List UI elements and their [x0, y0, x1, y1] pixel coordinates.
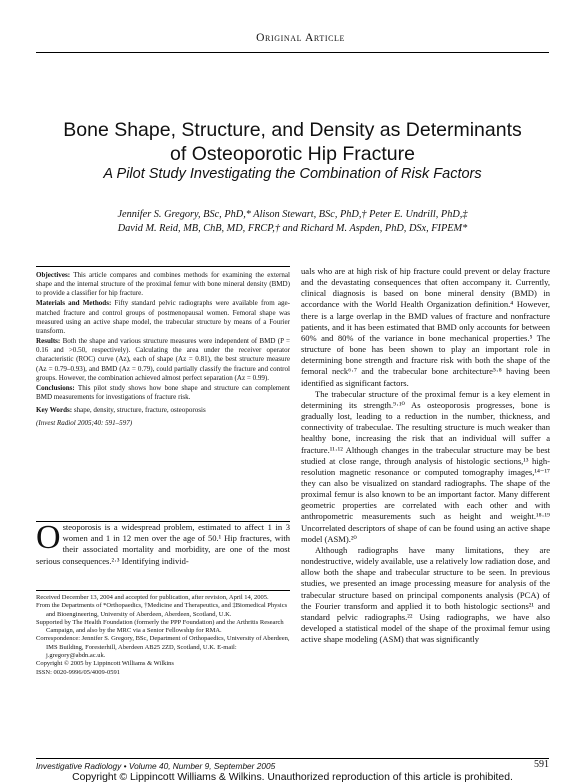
drop-cap: O [36, 519, 61, 556]
intro-text: steoporosis is a widespread problem, estimated to affect 1 in 3 women and 1 in 12 men over the age of 50.¹ Hip fractures, with their associated mortality and morbidity, are one of the most serious consequences.²·³ Identifying individ- [36, 522, 290, 566]
footer-rule [36, 758, 549, 759]
section-label: Original Article [256, 32, 345, 44]
footnote-received: Received December 13, 2004 and accepted for publication, after revision, April 14, 2005. [36, 594, 269, 601]
methods-label: Materials and Methods: [36, 299, 112, 308]
conclusions-text: This pilot study shows how bone shape and structure can complement BMD measurements for investigations of fracture risk. [36, 383, 290, 402]
footnote-correspondence: Correspondence: Jennifer S. Gregory, BSc, Department of Orthopaedics, University of Aberdeen, IMS Building, Foresterhill, Aberdeen AB25 2ZD, Scotland, U.K. E-mail: j.gregory@abdn.ac.uk. [36, 635, 290, 660]
body-paragraph-1: uals who are at high risk of hip fracture could prevent or delay fracture and the devastating consequences that often accompany it. Currently, clinical diagnosis is based on bone mineral density (BMD) in accordance with the World Health Organization definition.⁴ However, there is a large overlap in the BMD values of fracture and nonfracture patients, and it has been estimated that BMD only accounts for between 60% and 80% of the variance in bone mechanical properties.⁵ The structure of bone has been shown to play an important role in determining bone strength and fracture risk with both the shape of the femoral neck⁶·⁷ and the trabecular bone architecture⁵·⁸ having been identified as significant factors. [301, 266, 550, 388]
results-text: Both the shape and various structure measures were independent of BMD (P = 0.16 and >0.50, respectively). Calculating the area under the receiver operator characteristic (ROC) curve (Az), each of shape (Az = 0.81), the best structure measure (Az = 0.79–0.93), and BMD (Az = 0.79), could partially classify the fracture and control groups. However, the combination achieved almost perfect separation (Az = 0.99). [36, 337, 290, 382]
footnote-issn: ISSN: 0020-9996/05/4009-0591 [36, 668, 120, 676]
results-label: Results: [36, 337, 61, 346]
author-list [36, 208, 549, 236]
footnote-affiliations: From the Departments of *Orthopaedics, †Medicine and Therapeutics, and ‡Biomedical Physics and Bioengineering, University of Aberdeen, Aberdeen, Scotland, U.K. [36, 602, 288, 618]
title-line-2: of Osteoporotic Hip Fracture [170, 143, 415, 165]
article-subtitle: A Pilot Study Investigating the Combination of Risk Factors [103, 166, 482, 182]
header-rule [36, 52, 549, 53]
journal-footer: Investigative Radiology • Volume 40, Number 9, September 2005 [36, 761, 276, 771]
body-paragraph-3: Although radiographs have many limitations, they are nondestructive, widely available, use a relatively low radiation dose, and allow both the shape and trabecular structure to be seen. In previous studies, we presented an image processing measure for analysis of the trabecular structure based on principal components analysis (PCA) of the Fourier transform and applied it to both histologic sections²¹ and standard pelvic radiographs.²² Using radiographs, we have also developed a statistical model of the shape of the proximal femur using active shape modeling (ASM) that was significantly [301, 544, 550, 645]
footnote-copyright: Copyright © 2005 by Lippincott Williams & Wilkins [36, 660, 174, 668]
abstract-box [36, 266, 290, 522]
objectives-label: Objectives: [36, 271, 71, 279]
article-title [36, 118, 549, 166]
keywords-text: shape, density, structure, fracture, osteoporosis [73, 406, 206, 415]
conclusions-label: Conclusions: [36, 383, 75, 392]
copyright-notice: Copyright © Lippincott Williams & Wilkins. Unauthorized reproduction of this article is prohibited. [72, 772, 513, 783]
keywords-label: Key Words: [36, 406, 73, 415]
authors-line-2: David M. Reid, MB, ChB, MD, FRCP,† and Richard M. Aspden, PhD, DSx, FIPEM* [117, 223, 468, 234]
footnote-funding: Supported by The Health Foundation (formerly the PPP Foundation) and the Arthritis Research Campaign, and also by the MRC via a Senior Fellowship for RMA. [36, 618, 284, 635]
methods-text: Fifty standard pelvic radiographs were available from age-matched fracture and control groups of postmenopausal women. Femoral shape was measured using an active shape model, the trabecular structure by means of a Fourier transform. [36, 299, 290, 335]
authors-line-1: Jennifer S. Gregory, BSc, PhD,* Alison Stewart, BSc, PhD,† Peter E. Undrill, PhD,‡ [117, 209, 468, 220]
footnotes [36, 590, 290, 677]
right-column [301, 266, 550, 645]
citation: (Invest Radiol 2005;40: 591–597) [36, 419, 133, 428]
page-number: 591 [534, 759, 549, 770]
intro-paragraph [36, 519, 290, 567]
title-line-1: Bone Shape, Structure, and Density as Determinants [63, 119, 522, 141]
objectives-text: This article compares and combines methods for examining the external shape and the internal structure of the proximal femur with bone mineral density (BMD) to provide a classifier for hip fracture. [36, 271, 290, 298]
body-paragraph-2: The trabecular structure of the proximal femur is a key element in determining its strength.⁹·¹⁰ As osteoporosis progresses, bone is gradually lost, leading to a reduction in the number, thickness, and connectivity of trabeculae. The resulting structure is much weaker than healthy bone, increasing the risk that an individual will suffer a fracture.¹¹·¹² Although changes in the trabecular structure may be best studied at close range, through analysis of histologic sections,¹³ high-resolution magnetic resonance or computed tomography images,¹⁴⁻¹⁷ they can also be visualized on standard radiographs. The shape of the proximal femur is also known to be an important factor. Many different geometric properties are correlated with each other and with anthropometric measurements such as height and weight.¹⁸·¹⁹ Uncorrelated descriptors of shape of can be found using an active shape model (ASM).²⁰ [301, 388, 550, 544]
